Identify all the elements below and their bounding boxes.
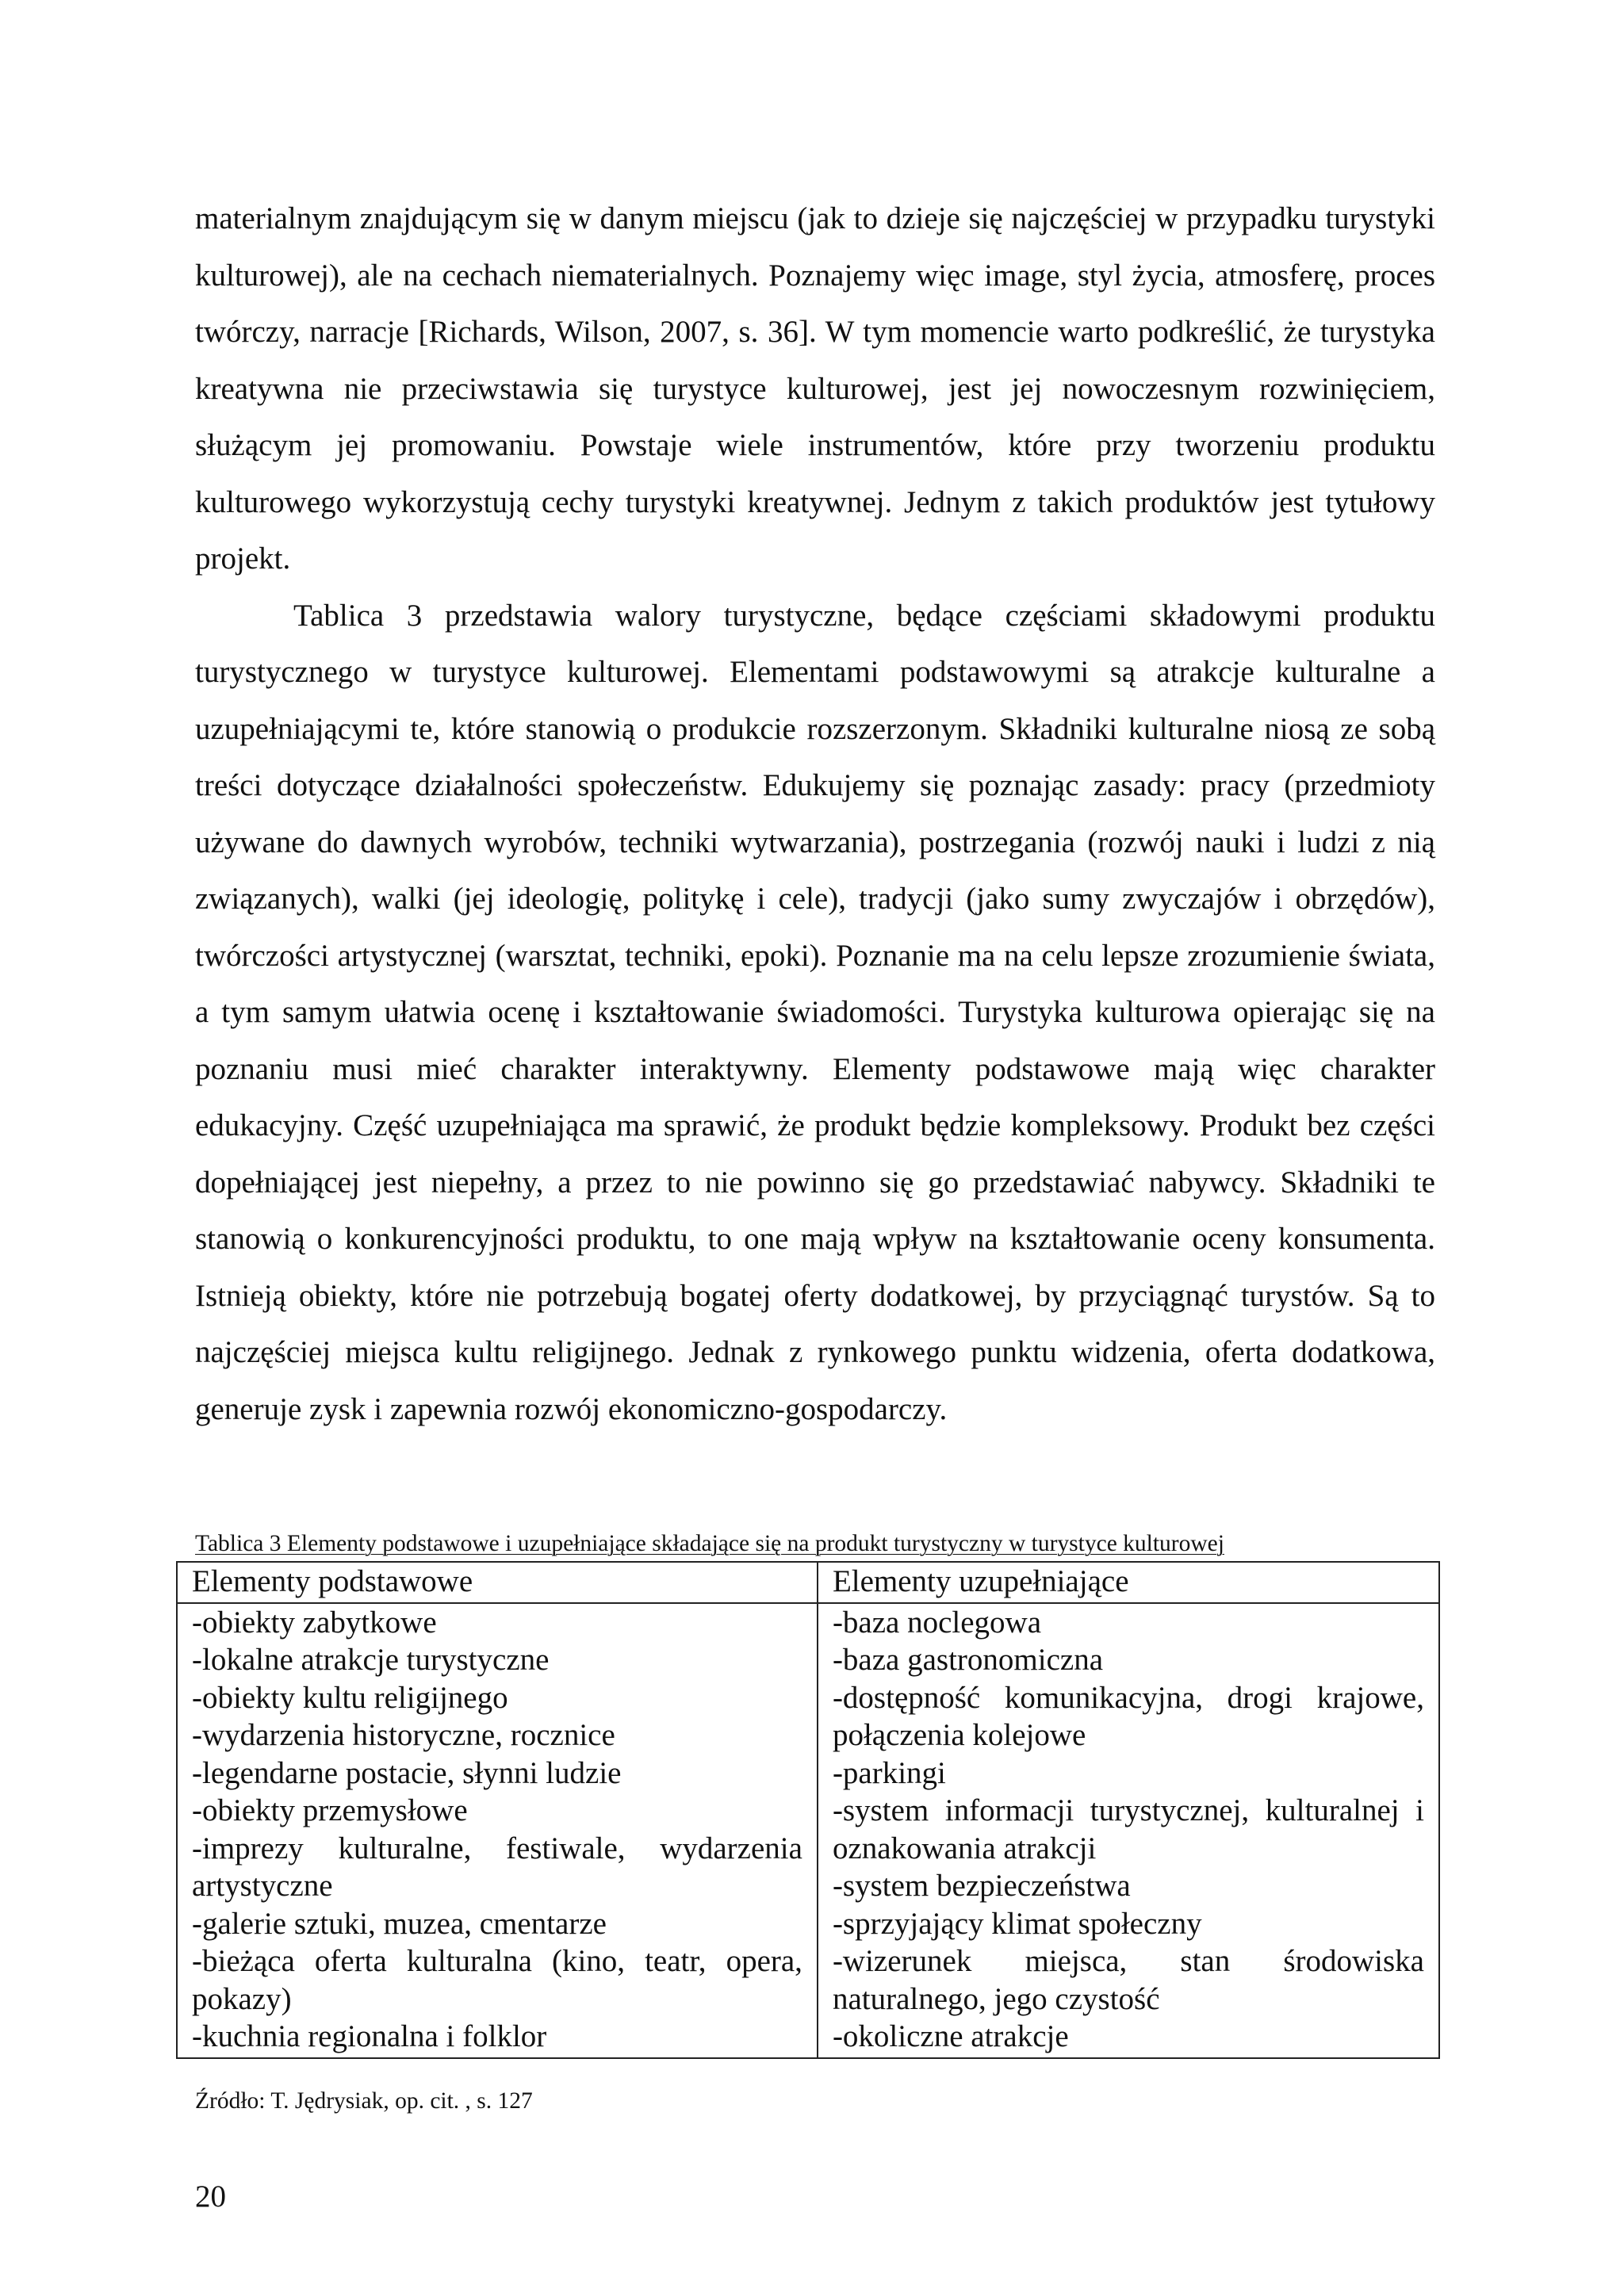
table-source: Źródło: T. Jędrysiak, op. cit. , s. 127: [195, 2088, 533, 2114]
list-item: -lokalne atrakcje turystyczne: [192, 1643, 550, 1677]
list-item: -baza noclegowa: [832, 1605, 1042, 1640]
table-caption: Tablica 3 Elementy podstawowe i uzupełniające składające się na produkt turystyczny w turystyce kulturowej: [195, 1531, 1224, 1556]
paragraph-1: materialnym znajdującym się w danym miejscu (jak to dzieje się najczęściej w przypadku turystyki kulturowej), ale na cechach niematerialnych. Poznajemy więc image, styl życia, atmosferę, proces twórczy, narracje [Richards, Wilson, 2007, s. 36]. W tym momencie warto podkreślić, że turystyka kreatywna nie przeciwstawia się turystyce kulturowej, jest jej nowoczesnym rozwinięciem, służącym jej promowaniu. Powstaje wiele instrumentów, które przy tworzeniu produktu kulturowego wykorzystują cechy turystyki kreatywnej. Jednym z takich produktów jest tytułowy projekt.: [195, 201, 1435, 576]
body-text: [195, 190, 1435, 1437]
list-item: -wizerunek miejsca, stan środowiska naturalnego, jego czystość: [832, 1944, 1424, 2016]
complementary-elements-cell: [818, 1603, 1439, 2058]
table-header-row: [177, 1562, 1439, 1603]
list-item: -obiekty kultu religijnego: [192, 1680, 508, 1715]
elements-table-container: [176, 1561, 1440, 2059]
list-item: -obiekty przemysłowe: [192, 1793, 468, 1827]
list-item: -galerie sztuki, muzea, cmentarze: [192, 1906, 607, 1941]
basic-elements-cell: [177, 1603, 818, 2058]
list-item: -okoliczne atrakcje: [832, 2019, 1069, 2053]
list-item: -bieżąca oferta kulturalna (kino, teatr, opera, pokazy): [192, 1944, 802, 2016]
page-number: 20: [195, 2179, 226, 2214]
list-item: -kuchnia regionalna i folklor: [192, 2019, 547, 2053]
header-basic-elements: Elementy podstawowe: [177, 1562, 818, 1603]
table-row: [177, 1603, 1439, 2058]
complementary-elements-list: [833, 1604, 1424, 2056]
list-item: -legendarne postacie, słynni ludzie: [192, 1755, 622, 1790]
basic-elements-list: [192, 1604, 802, 2056]
list-item: -sprzyjający klimat społeczny: [832, 1906, 1202, 1941]
list-item: -system bezpieczeństwa: [832, 1869, 1131, 1903]
list-item: -parkingi: [832, 1755, 946, 1790]
list-item: -wydarzenia historyczne, rocznice: [192, 1718, 615, 1752]
list-item: -baza gastronomiczna: [832, 1643, 1104, 1677]
header-complementary-elements: Elementy uzupełniające: [818, 1562, 1439, 1603]
list-item: -dostępność komunikacyjna, drogi krajowe, połączenia kolejowe: [832, 1680, 1424, 1752]
list-item: -obiekty zabytkowe: [192, 1605, 437, 1640]
paragraph-2: Tablica 3 przedstawia walory turystyczne, będące częściami składowymi produktu turystycznego w turystyce kulturowej. Elementami podstawowymi są atrakcje kulturalne a uzupełniającymi te, które stanowią o produkcie rozszerzonym. Składniki kulturalne niosą ze sobą treści dotyczące działalności społeczeństw. Edukujemy się poznając zasady: pracy (przedmioty używane do dawnych wyrobów, techniki wytwarzania), postrzegania (rozwój nauki i ludzi z nią związanych), walki (jej ideologię, politykę i cele), tradycji (jako sumy zwyczajów i obrzędów), twórczości artystycznej (warsztat, techniki, epoki). Poznanie ma na celu lepsze zrozumienie świata, a tym samym ułatwia ocenę i kształtowanie świadomości. Turystyka kulturowa opierając się na poznaniu musi mieć charakter interaktywny. Elementy podstawowe mają więc charakter edukacyjny. Część uzupełniająca ma sprawić, że produkt będzie kompleksowy. Produkt bez części dopełniającej jest niepełny, a przez to nie powinno się go przedstawiać nabywcy. Składniki te stanowią o konkurencyjności produktu, to one mają wpływ na kształtowanie oceny konsumenta. Istnieją obiekty, które nie potrzebują bogatej oferty dodatkowej, by przyciągnąć turystów. Są to najczęściej miejsca kultu religijnego. Jednak z rynkowego punktu widzenia, oferta dodatkowa, generuje zysk i zapewnia rozwój ekonomiczno-gospodarczy.: [195, 598, 1435, 1426]
elements-table: [176, 1561, 1440, 2059]
list-item: -imprezy kulturalne, festiwale, wydarzenia artystyczne: [192, 1831, 802, 1903]
list-item: -system informacji turystycznej, kulturalnej i oznakowania atrakcji: [832, 1793, 1424, 1866]
